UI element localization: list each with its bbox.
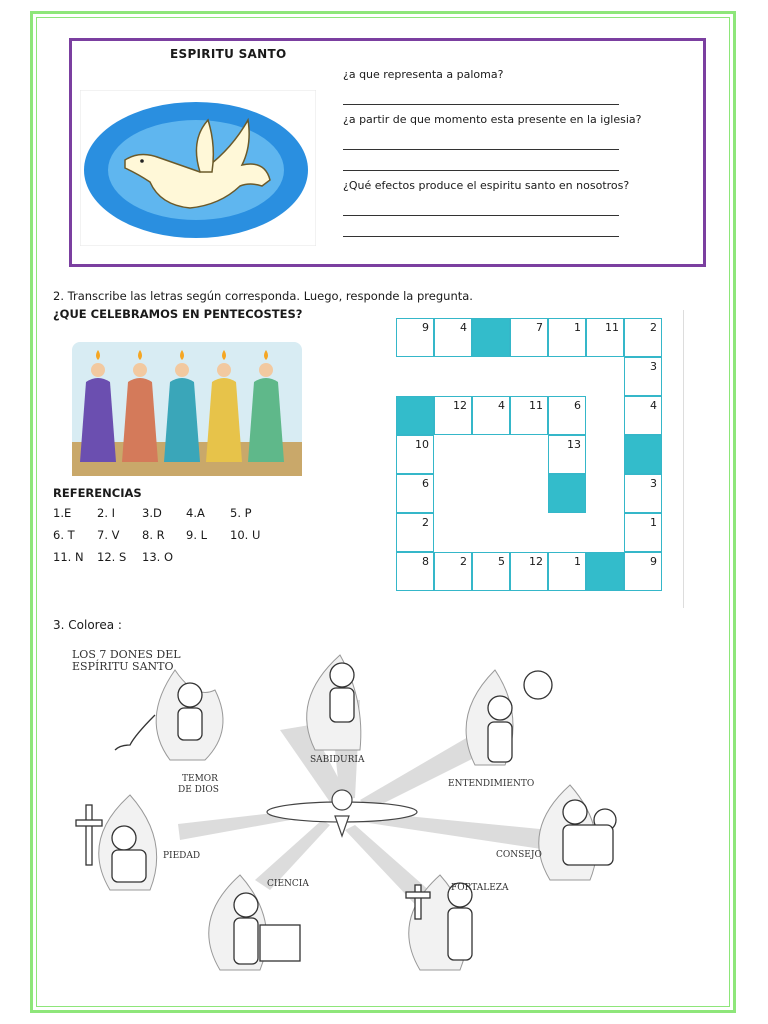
- puzzle-cell[interactable]: [624, 396, 662, 435]
- cell-number: 7: [536, 321, 543, 334]
- references-title: REFERENCIAS: [53, 486, 142, 500]
- gift-label-fortaleza: FORTALEZA: [451, 883, 509, 893]
- puzzle-cell-filled: [586, 552, 624, 591]
- gifts-heading-1: LOS 7 DONES DEL: [72, 648, 181, 661]
- puzzle-cell[interactable]: [434, 552, 472, 591]
- gifts-heading-2: ESPÍRITU SANTO: [72, 660, 174, 673]
- puzzle-cell[interactable]: [510, 318, 548, 357]
- puzzle-cell[interactable]: [548, 318, 586, 357]
- reference-item: 8. R: [142, 528, 165, 542]
- answer-line[interactable]: [343, 236, 619, 237]
- cell-number: 3: [650, 360, 657, 373]
- cell-number: 5: [498, 555, 505, 568]
- section2-question: ¿QUE CELEBRAMOS EN PENTECOSTES?: [53, 307, 303, 321]
- puzzle-cell[interactable]: [548, 435, 586, 474]
- gift-label-piedad: PIEDAD: [163, 851, 201, 861]
- reference-item: 10. U: [230, 528, 261, 542]
- cell-number: 8: [422, 555, 429, 568]
- cell-number: 1: [574, 321, 581, 334]
- gift-label-ciencia: CIENCIA: [267, 879, 309, 889]
- puzzle-cell[interactable]: [396, 435, 434, 474]
- cell-number: 4: [460, 321, 467, 334]
- dove-illustration: [80, 90, 316, 246]
- reference-item: 3.D: [142, 506, 162, 520]
- puzzle-cell[interactable]: [434, 396, 472, 435]
- answer-line[interactable]: [343, 215, 619, 216]
- reference-item: 11. N: [53, 550, 84, 564]
- seven-gifts-illustration: [60, 640, 720, 990]
- cell-number: 12: [453, 399, 467, 412]
- reference-item: 9. L: [186, 528, 208, 542]
- reference-item: 5. P: [230, 506, 252, 520]
- reference-item: 12. S: [97, 550, 127, 564]
- puzzle-cell[interactable]: [396, 318, 434, 357]
- cell-number: 1: [650, 516, 657, 529]
- reference-item: 13. O: [142, 550, 173, 564]
- puzzle-cell-filled: [472, 318, 510, 357]
- gift-label-entendimiento: ENTENDIMIENTO: [448, 779, 535, 789]
- section3-instruction: 3. Colorea :: [53, 618, 122, 632]
- cell-number: 9: [422, 321, 429, 334]
- puzzle-cell[interactable]: [472, 396, 510, 435]
- puzzle-cell[interactable]: [396, 513, 434, 552]
- answer-line[interactable]: [343, 104, 619, 105]
- cell-number: 11: [529, 399, 543, 412]
- cell-number: 10: [415, 438, 429, 451]
- puzzle-cell[interactable]: [396, 552, 434, 591]
- cell-number: 2: [422, 516, 429, 529]
- puzzle-cell-filled: [624, 435, 662, 474]
- gift-label-de-dios: DE DIOS: [178, 785, 219, 795]
- puzzle-cell[interactable]: [548, 552, 586, 591]
- cell-number: 4: [498, 399, 505, 412]
- cell-number: 2: [650, 321, 657, 334]
- cell-number: 12: [529, 555, 543, 568]
- question-effects: ¿Qué efectos produce el espiritu santo en nosotros?: [343, 179, 630, 192]
- puzzle-cell[interactable]: [434, 318, 472, 357]
- question-dove: ¿a que representa a paloma?: [343, 68, 504, 81]
- cell-number: 13: [567, 438, 581, 451]
- puzzle-cell[interactable]: [510, 552, 548, 591]
- section2-instruction: 2. Transcribe las letras según corresponda. Luego, responde la pregunta.: [53, 289, 473, 303]
- reference-item: 1.E: [53, 506, 72, 520]
- gift-label-sabiduria: SABIDURIA: [310, 755, 365, 765]
- cell-number: 4: [650, 399, 657, 412]
- puzzle-cell[interactable]: [548, 396, 586, 435]
- answer-line[interactable]: [343, 170, 619, 171]
- puzzle-cell[interactable]: [472, 552, 510, 591]
- puzzle-cell[interactable]: [624, 474, 662, 513]
- gift-label-consejo: CONSEJO: [496, 850, 542, 860]
- reference-item: 2. I: [97, 506, 116, 520]
- reference-item: 7. V: [97, 528, 120, 542]
- gift-label-temor: TEMOR: [182, 774, 218, 784]
- cell-number: 11: [605, 321, 619, 334]
- puzzle-cell[interactable]: [396, 474, 434, 513]
- question-church: ¿a partir de que momento esta presente en la iglesia?: [343, 113, 642, 126]
- cell-number: 2: [460, 555, 467, 568]
- puzzle-cell[interactable]: [624, 513, 662, 552]
- reference-item: 6. T: [53, 528, 75, 542]
- cell-number: 9: [650, 555, 657, 568]
- puzzle-cell[interactable]: [510, 396, 548, 435]
- cell-number: 3: [650, 477, 657, 490]
- section1-title: ESPIRITU SANTO: [170, 47, 287, 61]
- apostles-illustration: [72, 342, 302, 476]
- puzzle-cell[interactable]: [586, 318, 624, 357]
- answer-line[interactable]: [343, 149, 619, 150]
- puzzle-cell[interactable]: [624, 318, 662, 357]
- divider: [683, 310, 684, 608]
- cell-number: 1: [574, 555, 581, 568]
- puzzle-cell-filled: [396, 396, 434, 435]
- cell-number: 6: [574, 399, 581, 412]
- puzzle-cell[interactable]: [624, 552, 662, 591]
- cell-number: 6: [422, 477, 429, 490]
- puzzle-cell-filled: [548, 474, 586, 513]
- reference-item: 4.A: [186, 506, 205, 520]
- puzzle-cell[interactable]: [624, 357, 662, 396]
